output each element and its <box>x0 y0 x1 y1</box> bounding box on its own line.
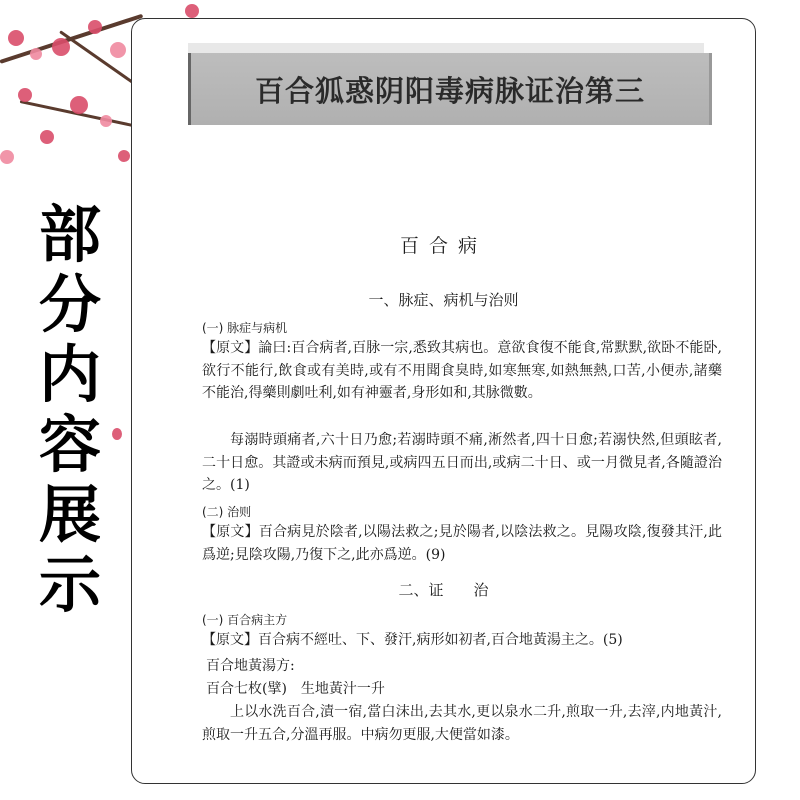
blossom <box>110 42 126 58</box>
branch <box>59 30 134 84</box>
side-title-char: 展 <box>38 478 101 551</box>
blossom <box>100 115 112 127</box>
side-title-char: 容 <box>38 408 101 481</box>
subsection-heading: (一) 百合病主方 <box>202 613 288 627</box>
blossom <box>8 30 24 46</box>
side-title-char: 内 <box>38 338 101 411</box>
side-title-char: 部 <box>38 198 101 271</box>
chapter-banner <box>188 53 712 125</box>
blossom <box>18 88 32 102</box>
side-title-char: 示 <box>38 548 101 621</box>
paragraph: 【原文】論曰:百合病者,百脉一宗,悉致其病也。意欲食復不能食,常默默,欲卧不能卧,欲行不能行,飲食或有美時,或有不用聞食臭時,如寒無寒,如熱無熱,口苦,小便赤,諸藥不能治,得藥則劇吐利,如有神靈者,身形如和,其脉微數。 <box>202 340 722 401</box>
blossom <box>185 4 199 18</box>
formula-name: 百合地黃湯方: <box>206 658 295 674</box>
blossom <box>52 38 70 56</box>
subsection-heading: (一) 脉症与病机 <box>202 321 288 335</box>
blossom <box>88 20 102 34</box>
subsection-heading: (二) 治则 <box>202 505 252 519</box>
section-heading: 二、证 治 <box>398 581 489 599</box>
falling-petal <box>112 428 122 440</box>
paragraph: 【原文】百合病見於陰者,以陽法救之;見於陽者,以陰法救之。見陽攻陰,復發其汗,此爲逆;見陰攻陽,乃復下之,此亦爲逆。(9) <box>202 524 722 563</box>
section-heading: 一、脉症、病机与治则 <box>368 291 519 309</box>
document-title: 百合病 <box>399 235 487 257</box>
blossom <box>40 130 54 144</box>
paragraph: 上以水洗百合,漬一宿,當白沫出,去其水,更以泉水二升,煎取一升,去滓,内地黃汁,煎取一升五合,分溫再服。中病勿更服,大便當如漆。 <box>202 704 722 743</box>
paragraph: 【原文】百合病不經吐、下、發汗,病形如初者,百合地黃湯主之。(5) <box>202 632 623 648</box>
page-frame <box>131 18 756 784</box>
blossom <box>30 48 42 60</box>
side-title <box>30 200 110 620</box>
blossom <box>118 150 130 162</box>
paragraph: 每溺時頭痛者,六十日乃愈;若溺時頭不痛,淅然者,四十日愈;若溺快然,但頭眩者,二十日愈。其證或未病而預見,或病四五日而出,或病二十日、或一月微見者,各隨證治之。(1) <box>202 432 722 493</box>
formula-ingredients: 百合七枚(擘) 生地黃汁一升 <box>206 681 385 697</box>
chapter-title: 百合狐惑阴阳毒病脉证治第三 <box>254 73 645 108</box>
blossom <box>0 150 14 164</box>
side-title-char: 分 <box>38 268 101 341</box>
blossom <box>70 96 88 114</box>
